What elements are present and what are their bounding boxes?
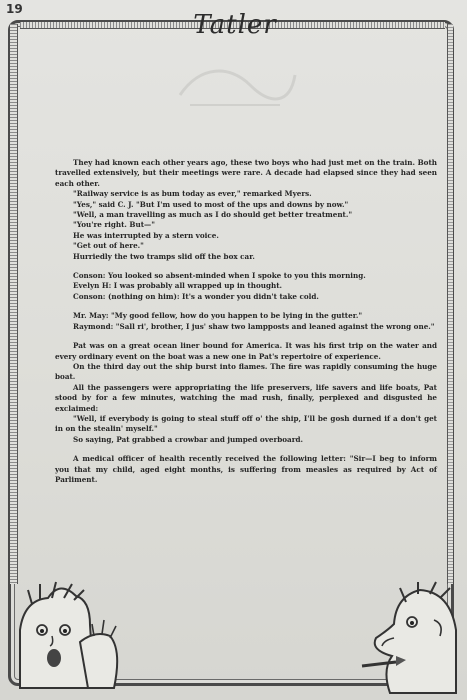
bleed-through-illustration bbox=[170, 55, 300, 115]
paragraph-gap bbox=[55, 332, 437, 341]
right-border-ornament bbox=[447, 24, 453, 584]
paragraph-gap bbox=[55, 302, 437, 311]
paragraph-gap bbox=[55, 262, 437, 271]
paragraph: "You're right. But—" bbox=[73, 220, 155, 230]
paragraph: Evelyn H: I was probably all wrapped up in thought. bbox=[73, 281, 283, 291]
paragraph: All the passengers were appropriating the life preservers, life savers and life boats, Pat stood by for a few minutes, watching the mad rush, finally, perplexed and disgusted he exclaimed: bbox=[55, 382, 437, 413]
cartoon-face-right-icon bbox=[360, 580, 460, 695]
paragraph: On the third day out the ship burst into flames. The fire was rapidly consuming the huge boat. bbox=[55, 361, 437, 382]
article-body bbox=[55, 158, 437, 485]
paragraph: Conson: (nothing on him): It's a wonder you didn't take cold. bbox=[73, 291, 319, 301]
cartoon-face-left-icon bbox=[10, 570, 130, 690]
paragraph: A medical officer of health recently received the following letter: "Sir—I beg to inform you that my child, aged eight months, is suffering from measles as required by Act of Parliment. bbox=[55, 454, 437, 484]
paragraph: "Railway service is as bum today as ever," remarked Myers. bbox=[73, 189, 312, 199]
paragraph: "Yes," said C. J. "But I'm used to most of the ups and downs by now." bbox=[73, 199, 349, 209]
paragraph-gap bbox=[55, 445, 437, 454]
masthead-title: Tatler bbox=[193, 10, 277, 40]
page-number: 19 bbox=[6, 2, 23, 16]
paragraph: "Get out of here." bbox=[73, 241, 144, 251]
paragraph: Conson: You looked so absent-minded when I spoke to you this morning. bbox=[73, 271, 366, 281]
paragraph: "Well, a man travelling as much as I do should get better treatment." bbox=[73, 210, 353, 220]
paragraph: So saying, Pat grabbed a crowbar and jumped overboard. bbox=[73, 434, 304, 444]
paragraph: "Well, if everybody is going to steal stuff off o' the ship, I'll be gosh durned if a don't get in on the stealin' myself." bbox=[55, 413, 437, 434]
paragraph: Pat was on a great ocean liner bound for America. It was his first trip on the water and every ordinary event on the boat was a new one in Pat's repertoire of experience. bbox=[55, 341, 437, 361]
paragraph: He was interrupted by a stern voice. bbox=[73, 230, 219, 240]
left-border-ornament bbox=[10, 24, 18, 584]
paragraph: Raymond: "Sall ri', brother, I jus' shaw two lampposts and leaned against the wrong one." bbox=[73, 321, 435, 331]
paragraph: They had known each other years ago, these two boys who had just met on the train. Both travelled extensively, but their meetings were rare. A decade had elapsed since they had seen each other. bbox=[55, 158, 437, 188]
paragraph: Mr. May: "My good fellow, how do you happen to be lying in the gutter." bbox=[73, 311, 363, 321]
paragraph: Hurriedly the two tramps slid off the box car. bbox=[73, 251, 255, 261]
